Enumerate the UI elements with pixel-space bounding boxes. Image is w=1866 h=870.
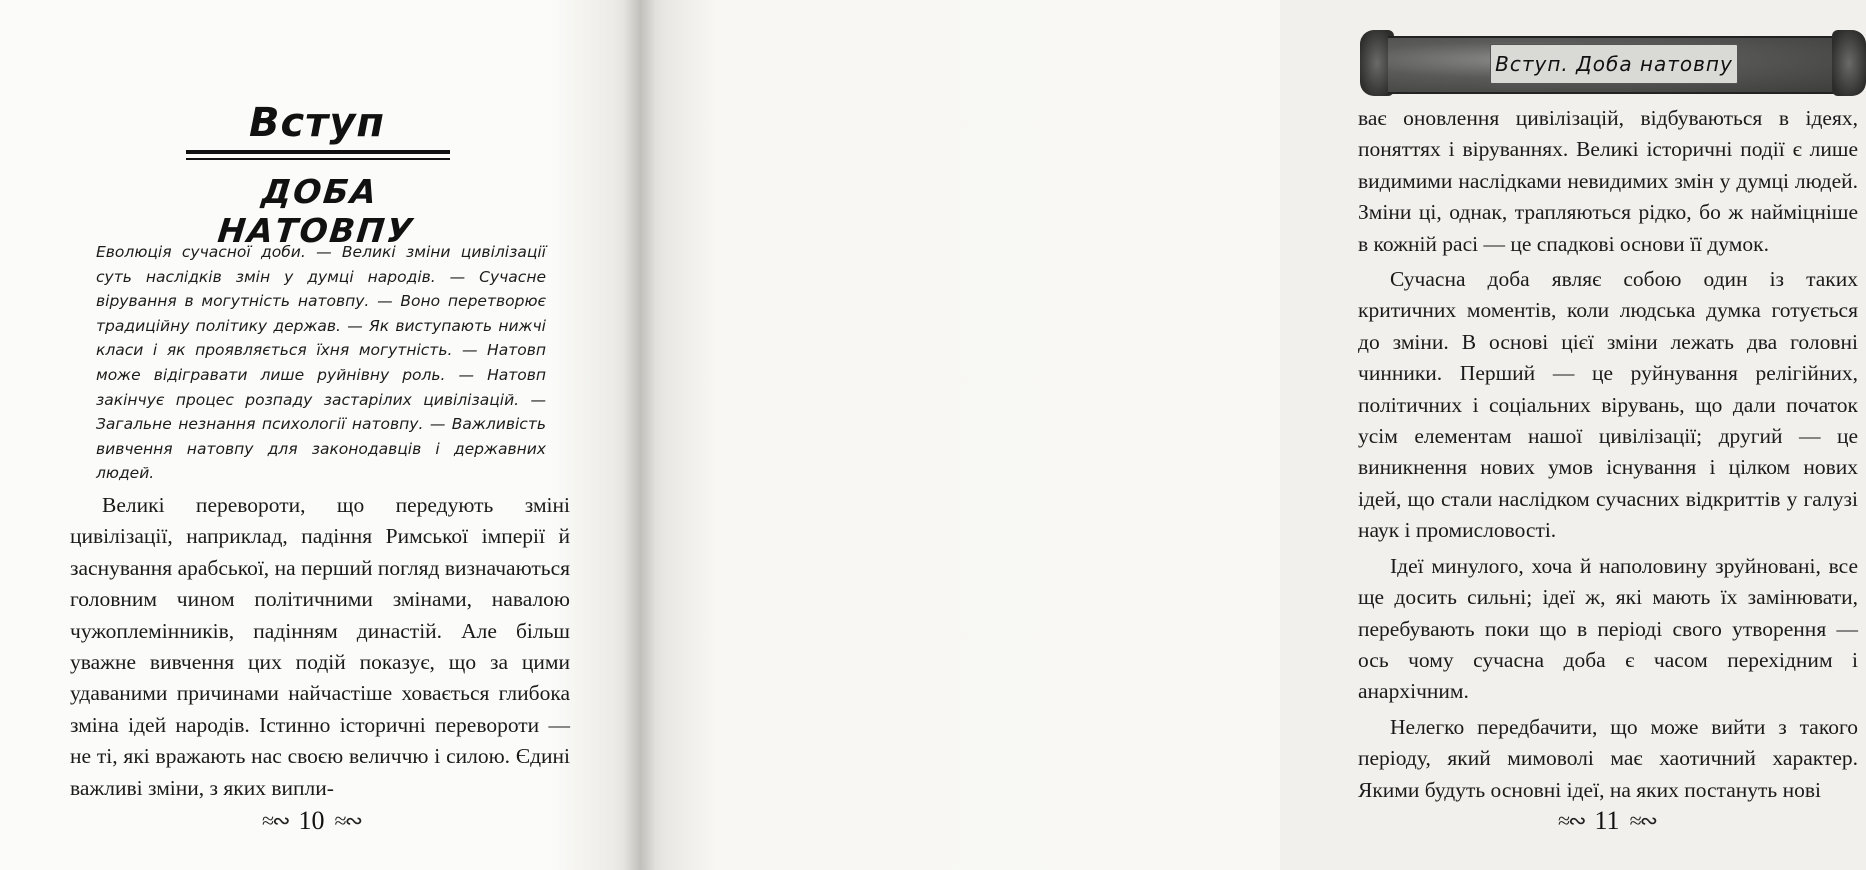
page-number-value: 10 (298, 806, 325, 835)
ornament-icon: ≈∾ (262, 808, 289, 833)
paragraph: Сучасна доба являє собою один із таких критичних моментів, коли людська думка готується до зміни. В основі цієї зміни лежать два головні чинники. Перший — це руйнування релігійних, політичних і соціальних вірувань, що дали початок усім елементам нашої цивілізації; другий — це виникнення нових умов існування і цілком нових ідей, що стали наслідком сучасних відкриттів у галузі наук і промисловості. (1358, 267, 1858, 543)
paragraph: Ідеї минулого, хоча й наполовину зруйновані, все ще досить сильні; ідеї ж, які мають їх замінювати, перебувають поки що в періоді свого утворення — ось чому сучасна доба є часом перехідним і анархічним. (1358, 553, 1858, 704)
right-body-text (1358, 103, 1858, 806)
ornament-icon: ≈∾ (1629, 808, 1657, 833)
paragraph: ває оновлення цивілізацій, відбуваються в ідеях, поняттях і віруваннях. Великі історичні події є лише видимими наслідками невидимих змін у думці людей. Зміни ці, однак, трапляються рідко, бо ж найміцніше в кожній расі — це спадкові основи її думок. (1358, 106, 1858, 256)
paragraph: Великі перевороти, що передують зміні цивілізації, наприклад, падіння Римської імперії й заснування арабської, на перший погляд визначаються головним чином політичними змінами, навалою чужоплемінників, падінням династій. Але більш уважне вивчення цих подій показує, що за цими удаваними причинами найчастіше ховається глибока зміна ідей народів. Істинно історичні перевороти — не ті, які вражають нас своєю величчю і силою. Єдині важливі зміни, з яких випли- (70, 493, 570, 800)
page-number-left (262, 806, 361, 836)
scroll-end-right-icon (1832, 30, 1866, 96)
ornament-icon: ≈∾ (1558, 808, 1585, 833)
chapter-subtitle: ДОБА НАТОВПУ (215, 172, 416, 250)
ornament-icon: ≈∾ (334, 808, 362, 833)
left-page (0, 0, 640, 870)
chapter-synopsis: Еволюція сучасної доби. — Великі зміни цивілізації суть наслідків змін у думці народів. — Сучасне вірування в могутність натовпу. — Воно перетворює традиційну політику держав. — Як виступають нижчі класи і як проявляється їхня могутність. — Натовп може відігравати лише руйнівну роль. — Натовп закінчує процес розпаду застарілих цивілізацій. — Загальне незнання психології натовпу. — Важливість вивчення натовпу для законодавців і державних людей. (96, 243, 546, 483)
running-header-plate (1490, 44, 1738, 84)
running-header-text: Вступ. Доба натовпу (1495, 52, 1733, 76)
page-number-right (1558, 806, 1656, 836)
right-page (640, 0, 1858, 870)
title-divider (186, 150, 450, 160)
left-body-text (70, 490, 570, 804)
chapter-title: Вступ (248, 100, 386, 146)
paragraph: Нелегко передбачити, що може вийти з такого періоду, який мимоволі має хаотичний характер. Якими будуть основні ідеї, на яких постануть нові (1358, 714, 1858, 802)
running-header-banner (1360, 30, 1866, 96)
page-number-value: 11 (1594, 806, 1620, 835)
